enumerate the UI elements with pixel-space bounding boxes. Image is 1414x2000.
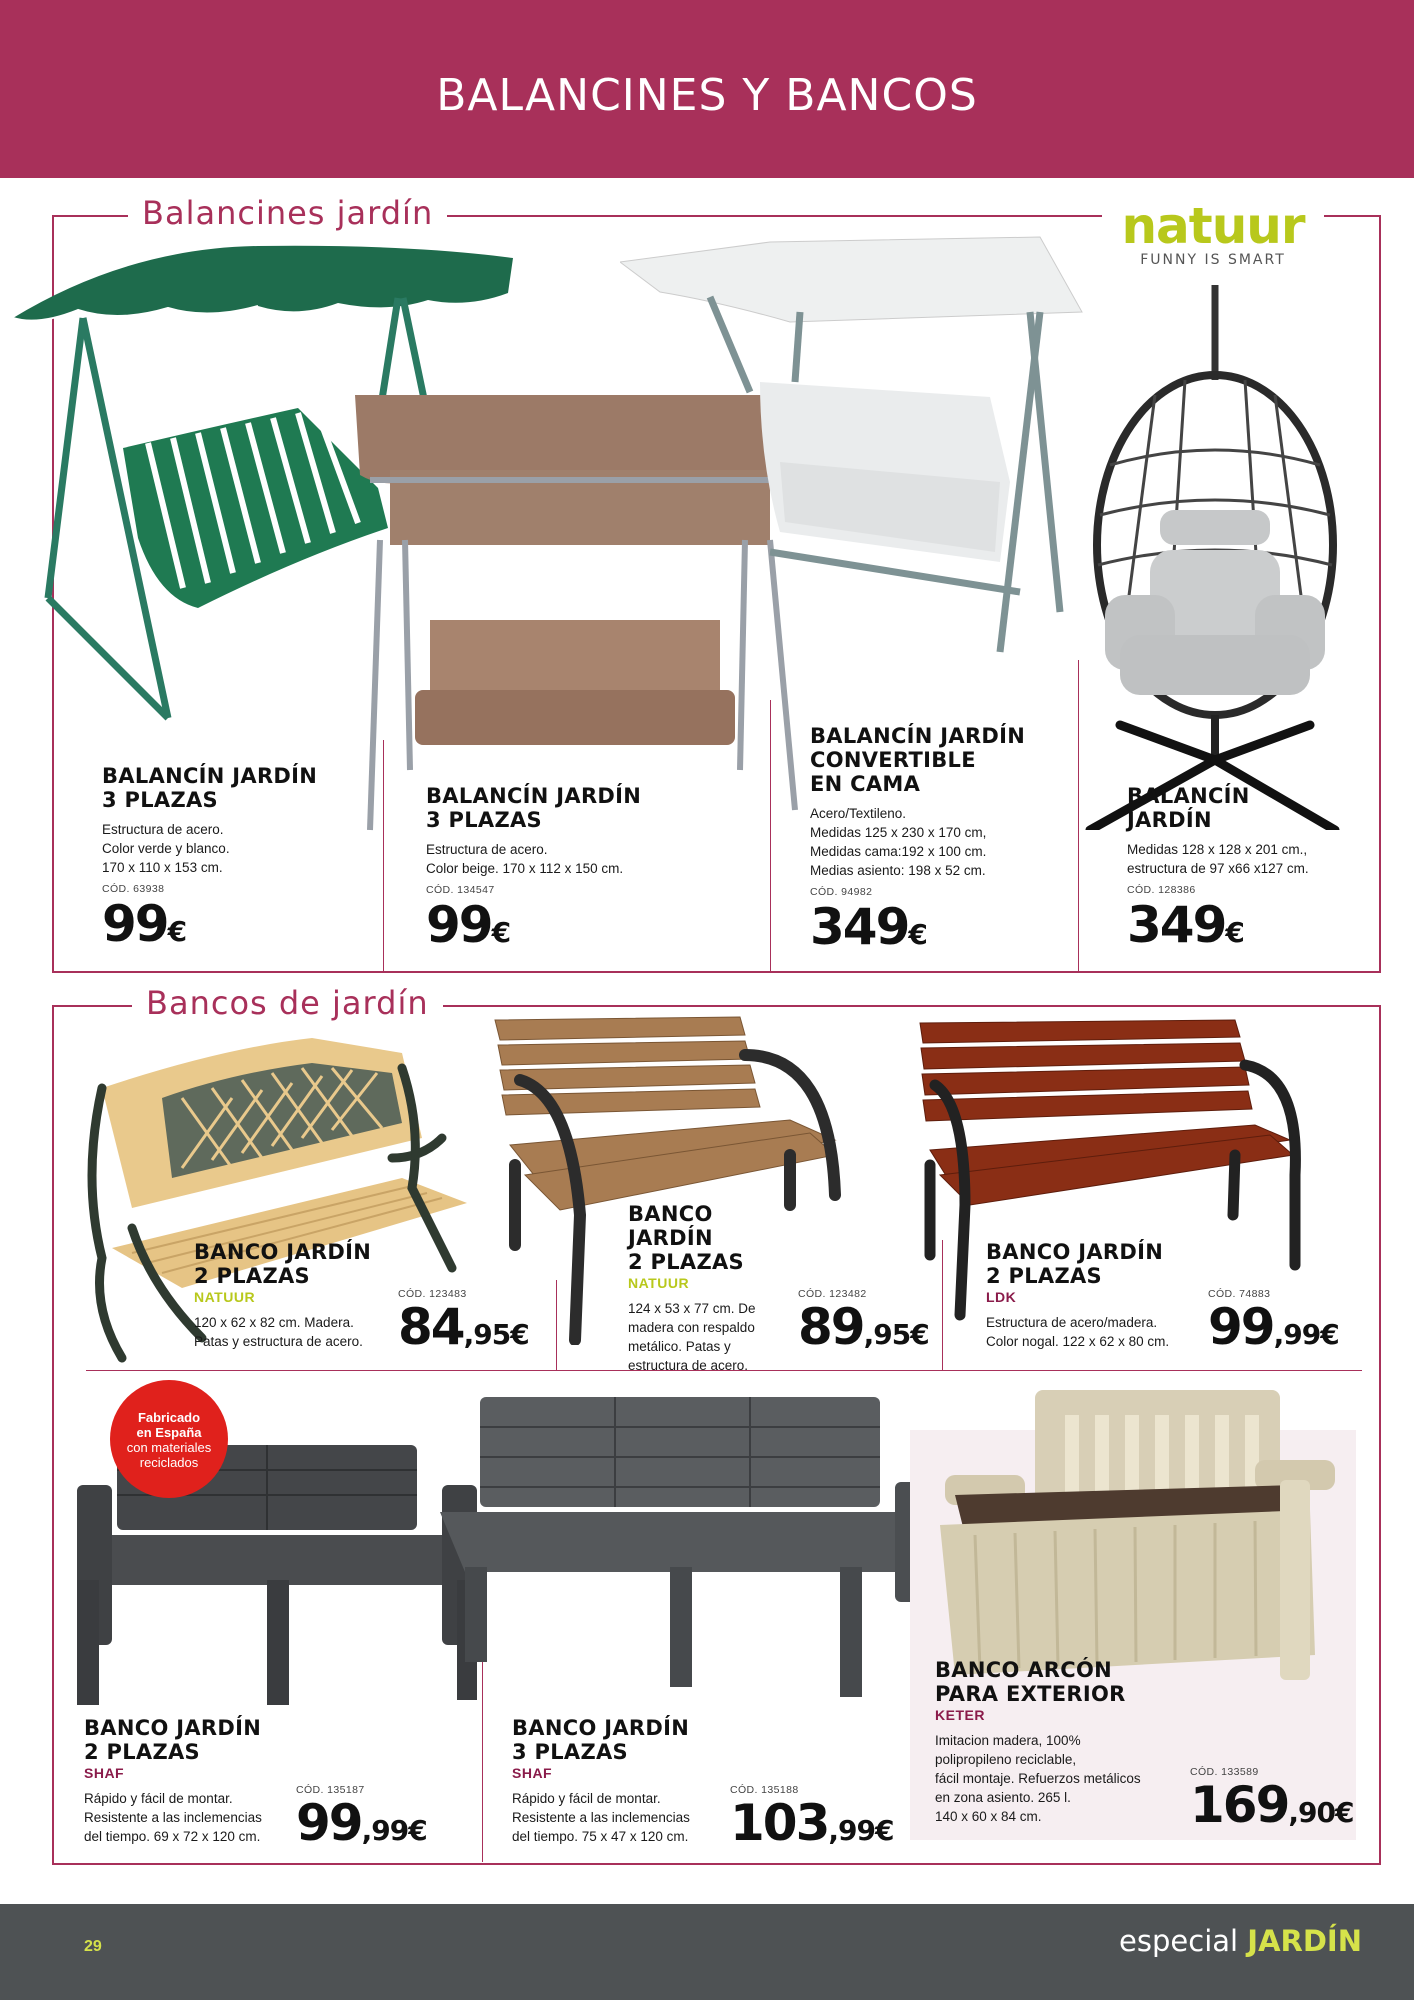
desc-line: Color beige. 170 x 112 x 150 cm. — [426, 861, 624, 876]
desc-line: 170 x 110 x 153 cm. — [102, 860, 223, 875]
page-title: BALANCINES Y BANCOS — [436, 70, 978, 121]
price-currency: € — [167, 915, 188, 948]
desc-line: Color nogal. 122 x 62 x 80 cm. — [986, 1334, 1170, 1349]
desc-line: Medidas cama:192 x 100 cm. — [810, 844, 987, 859]
product-description — [102, 820, 372, 877]
price-currency: € — [910, 1318, 930, 1351]
product-bench-shaf-3 — [512, 1716, 732, 1846]
price-integer: 99 — [1208, 1298, 1274, 1356]
price-integer: 84 — [398, 1298, 464, 1356]
product-name-line1: BANCO JARDÍN — [628, 1202, 713, 1250]
product-price — [1208, 1298, 1358, 1356]
product-price — [1127, 896, 1367, 954]
product-name-line1: BALANCÍN JARDÍN — [810, 724, 1026, 748]
product-description — [628, 1299, 788, 1375]
product-bench-shaf-2 — [84, 1716, 304, 1846]
badge-line1: Fabricado — [137, 1410, 201, 1425]
price-decimal: ,99 — [828, 1814, 875, 1847]
desc-line: Color verde y blanco. — [102, 841, 230, 856]
product-swing-3-beige — [426, 784, 756, 954]
desc-line: Medias asiento: 198 x 52 cm. — [810, 863, 986, 878]
price-integer: 349 — [810, 898, 909, 956]
desc-line: Acero/Textileno. — [810, 806, 907, 821]
product-name-line2: 2 PLAZAS — [84, 1740, 200, 1764]
product-price — [102, 895, 372, 953]
product-price — [730, 1794, 905, 1852]
price-integer: 169 — [1190, 1776, 1289, 1834]
made-in-spain-badge — [110, 1380, 228, 1498]
product-name-line2: 3 PLAZAS — [512, 1740, 628, 1764]
product-brand: NATUUR — [194, 1289, 256, 1305]
product-name-line1: BALANCÍN JARDÍN — [102, 764, 318, 788]
desc-line: Rápido y fácil de montar. — [512, 1791, 661, 1806]
product-brand: LDK — [986, 1289, 1017, 1305]
price-currency: € — [1320, 1318, 1340, 1351]
product-code: CÓD. 63938 — [102, 883, 165, 895]
product-name-line2: 3 PLAZAS — [426, 808, 542, 832]
badge-line4: reciclados — [139, 1455, 199, 1470]
product-code: CÓD. 123482 — [798, 1288, 867, 1300]
desc-line: 124 x 53 x 77 cm. De — [628, 1301, 756, 1316]
desc-line: estructura de acero. — [628, 1358, 749, 1373]
price-currency: € — [491, 916, 512, 949]
desc-line: madera con respaldo — [628, 1320, 755, 1335]
natuur-logo-tagline: FUNNY IS SMART — [1140, 252, 1286, 268]
product-brand: KETER — [935, 1707, 985, 1723]
desc-line: 120 x 62 x 82 cm. Madera. — [194, 1315, 354, 1330]
badge-line3: con materiales — [126, 1440, 212, 1455]
page-number: 29 — [84, 1938, 102, 1955]
product-code: CÓD. 74883 — [1208, 1288, 1271, 1300]
price-currency: € — [408, 1814, 428, 1847]
product-price — [398, 1298, 548, 1356]
product-description — [512, 1789, 732, 1846]
product-bench-natuur-cast-price — [398, 1288, 548, 1356]
price-integer: 103 — [730, 1794, 829, 1852]
price-currency: € — [874, 1814, 895, 1847]
price-decimal: ,95 — [863, 1318, 911, 1351]
product-name-line2: CONVERTIBLE — [810, 748, 976, 772]
desc-line: Resistente a las inclemencias — [84, 1810, 262, 1825]
desc-line: Estructura de acero/madera. — [986, 1315, 1158, 1330]
storage-bench-image — [935, 1385, 1345, 1685]
egg-chair-image — [1080, 285, 1350, 830]
price-integer: 89 — [798, 1298, 864, 1356]
price-decimal: ,95 — [463, 1318, 511, 1351]
product-name-line1: BALANCÍN JARDÍN — [426, 784, 642, 808]
price-integer: 349 — [1127, 896, 1226, 954]
desc-line: del tiempo. 75 x 47 x 120 cm. — [512, 1829, 689, 1844]
product-name-line2: PARA EXTERIOR — [935, 1682, 1126, 1706]
desc-line: 140 x 60 x 84 cm. — [935, 1809, 1042, 1824]
price-currency: € — [1334, 1796, 1355, 1829]
plastic-bench-3-image — [440, 1392, 940, 1702]
price-integer: 99 — [102, 895, 168, 953]
product-name-line2: 3 PLAZAS — [102, 788, 218, 812]
product-price — [1190, 1776, 1355, 1834]
price-currency: € — [510, 1318, 530, 1351]
product-name-line2: 2 PLAZAS — [986, 1264, 1102, 1288]
product-name-line1: BANCO JARDÍN — [84, 1716, 262, 1740]
badge-line2: en España — [136, 1425, 202, 1440]
product-name-line2: 2 PLAZAS — [628, 1250, 744, 1274]
price-integer: 99 — [296, 1794, 362, 1852]
product-name-line3: EN CAMA — [810, 772, 921, 796]
product-name-line2: JARDÍN — [1127, 808, 1212, 832]
footer-brand-prefix: especial — [1119, 1924, 1248, 1958]
product-egg-swing — [1127, 784, 1367, 954]
product-name-line1: BANCO JARDÍN — [194, 1240, 372, 1264]
desc-line: metálico. Patas y — [628, 1339, 731, 1354]
product-storage-bench-keter-price — [1190, 1766, 1355, 1834]
product-brand: SHAF — [84, 1765, 125, 1781]
price-decimal: ,99 — [361, 1814, 409, 1847]
benches-section-title: Bancos de jardín — [132, 984, 443, 1022]
swings-section-title: Balancines jardín — [128, 194, 447, 232]
product-code: CÓD. 135188 — [730, 1784, 799, 1796]
product-bench-ldk — [986, 1240, 1206, 1351]
desc-line: del tiempo. 69 x 72 x 120 cm. — [84, 1829, 261, 1844]
desc-line: Estructura de acero. — [102, 822, 224, 837]
product-name-line1: BANCO JARDÍN — [986, 1240, 1164, 1264]
product-bench-shaf-2-price — [296, 1784, 446, 1852]
product-description — [810, 804, 1070, 880]
product-storage-bench-keter — [935, 1658, 1185, 1826]
convertible-swing-image — [620, 232, 1090, 662]
price-decimal: ,99 — [1273, 1318, 1321, 1351]
product-description — [426, 840, 756, 878]
product-name-line2: 2 PLAZAS — [194, 1264, 310, 1288]
product-description — [84, 1789, 304, 1846]
natuur-logo-word: natuur — [1121, 197, 1305, 255]
desc-line: Medidas 125 x 230 x 170 cm, — [810, 825, 987, 840]
product-description — [986, 1313, 1206, 1351]
page-header — [0, 0, 1414, 178]
product-brand: SHAF — [512, 1765, 553, 1781]
desc-line: estructura de 97 x66 x127 cm. — [1127, 861, 1309, 876]
price-integer: 99 — [426, 896, 492, 954]
product-brand: NATUUR — [628, 1275, 690, 1291]
product-code: CÓD. 128386 — [1127, 884, 1196, 896]
product-price — [798, 1298, 938, 1356]
price-currency: € — [1225, 916, 1245, 949]
product-bench-natuur-wood — [628, 1202, 788, 1375]
desc-line: polipropileno reciclable, — [935, 1752, 1077, 1767]
product-code: CÓD. 134547 — [426, 884, 495, 896]
desc-line: Estructura de acero. — [426, 842, 548, 857]
product-price — [296, 1794, 446, 1852]
product-bench-ldk-price — [1208, 1288, 1358, 1356]
product-code: CÓD. 94982 — [810, 886, 873, 898]
product-bench-shaf-3-price — [730, 1784, 905, 1852]
product-bench-natuur-cast — [194, 1240, 394, 1351]
desc-line: Medidas 128 x 128 x 201 cm., — [1127, 842, 1308, 857]
desc-line: Imitacion madera, 100% — [935, 1733, 1081, 1748]
product-name-line1: BANCO JARDÍN — [512, 1716, 690, 1740]
product-description — [1127, 840, 1367, 878]
product-code: CÓD. 123483 — [398, 1288, 467, 1300]
product-description — [935, 1731, 1185, 1826]
footer-brand — [1119, 1924, 1362, 1958]
price-decimal: ,90 — [1288, 1796, 1335, 1829]
desc-line: Rápido y fácil de montar. — [84, 1791, 233, 1806]
product-name-line1: BALANCÍN — [1127, 784, 1250, 808]
footer-brand-highlight: JARDÍN — [1247, 1924, 1362, 1958]
product-swing-3-green — [102, 764, 372, 953]
product-name-line1: BANCO ARCÓN — [935, 1658, 1112, 1682]
desc-line: fácil montaje. Refuerzos metálicos — [935, 1771, 1141, 1786]
desc-line: Resistente a las inclemencias — [512, 1810, 690, 1825]
product-price — [810, 898, 1070, 956]
desc-line: en zona asiento. 265 l. — [935, 1790, 1071, 1805]
natuur-logo — [1102, 197, 1324, 268]
product-bench-natuur-wood-price — [798, 1288, 938, 1356]
desc-line: Patas y estructura de acero. — [194, 1334, 363, 1349]
divider — [1078, 660, 1079, 972]
product-description — [194, 1313, 394, 1351]
price-currency: € — [908, 918, 928, 951]
product-swing-convertible — [810, 724, 1070, 956]
product-code: CÓD. 133589 — [1190, 1766, 1259, 1778]
product-price — [426, 896, 756, 954]
product-code: CÓD. 135187 — [296, 1784, 365, 1796]
